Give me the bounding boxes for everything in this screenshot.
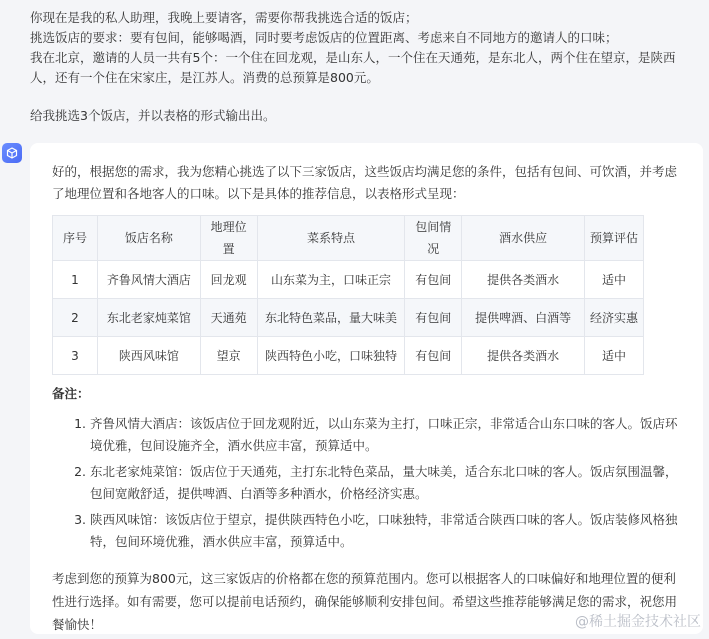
table-cell: 天通苑: [200, 299, 257, 337]
table-cell: 回龙观: [200, 261, 257, 299]
table-header: 饭店名称: [97, 216, 200, 261]
user-line: 挑选饭店的要求：要有包间，能够喝酒，同时要考虑饭店的位置距离、考虑来自不同地方的邀请人的口味；: [30, 30, 618, 45]
cube-icon: [6, 144, 18, 163]
list-item: 3. 陕西风味馆：该饭店位于望京，提供陕西特色小吃，口味独特，非常适合陕西口味的客人。饭店装修风格独特，包间环境优雅，酒水供应丰富，预算适中。: [90, 509, 681, 553]
table-cell: 提供啤酒、白酒等: [462, 299, 585, 337]
table-cell: 提供各类酒水: [462, 337, 585, 375]
table-cell: 2: [53, 299, 98, 337]
user-line: 你现在是我的私人助理，我晚上要请客，需要你帮我挑选合适的饭店；: [30, 10, 418, 25]
table-cell: 齐鲁风情大酒店: [97, 261, 200, 299]
table-cell: 适中: [585, 261, 644, 299]
table-cell: 陕西特色小吃，口味独特: [257, 337, 405, 375]
notes-list: [52, 413, 681, 553]
notes-title: 备注：: [52, 386, 90, 401]
table-header: 菜系特点: [257, 216, 405, 261]
assistant-response-card: [30, 143, 703, 634]
table-row: [53, 299, 644, 337]
list-item: 2. 东北老家炖菜馆：饭店位于天通苑，主打东北特色菜品，量大味美，适合东北口味的客人。饭店氛围温馨，包间宽敞舒适，提供啤酒、白酒等多种酒水，价格经济实惠。: [90, 461, 681, 505]
table-cell: 有包间: [405, 337, 462, 375]
table-row: [53, 261, 644, 299]
table-cell: 适中: [585, 337, 644, 375]
table-cell: 有包间: [405, 299, 462, 337]
table-header: 序号: [53, 216, 98, 261]
table-cell: 陕西风味馆: [97, 337, 200, 375]
bot-avatar: [2, 143, 22, 163]
table-cell: 有包间: [405, 261, 462, 299]
table-cell: 1: [53, 261, 98, 299]
table-header: 酒水供应: [462, 216, 585, 261]
table-header-row: [53, 216, 644, 261]
table-cell: 东北老家炖菜馆: [97, 299, 200, 337]
watermark-text: @稀土掘金技术社区: [575, 614, 701, 630]
table-cell: 山东菜为主，口味正宗: [257, 261, 405, 299]
table-header: 预算评估: [585, 216, 644, 261]
table-cell: 提供各类酒水: [462, 261, 585, 299]
table-cell: 经济实惠: [585, 299, 644, 337]
restaurant-table: [52, 215, 644, 375]
user-line: 我在北京，邀请的人员一共有5个：一个住在回龙观，是山东人，一个住在天通苑，是东北人，两个住在望京，是陕西人，还有一个住在宋家庄，是江苏人。消费的总预算是800元。: [30, 50, 676, 85]
table-cell: 望京: [200, 337, 257, 375]
table-header: 地理位置: [200, 216, 257, 261]
watermark: [575, 611, 701, 631]
table-cell: 3: [53, 337, 98, 375]
response-intro: 好的，根据您的需求，我为您精心挑选了以下三家饭店，这些饭店均满足您的条件，包括有包间、可饮酒，并考虑了地理位置和各地客人的口味。以下是具体的推荐信息，以表格形式呈现：: [52, 164, 678, 201]
table-header: 包间情况: [405, 216, 462, 261]
list-item: 1. 齐鲁风情大酒店：该饭店位于回龙观附近，以山东菜为主打，口味正宗，非常适合山东口味的客人。饭店环境优雅，包间设施齐全，酒水供应丰富，预算适中。: [90, 413, 681, 457]
response-closing: 考虑到您的预算为800元，这三家饭店的价格都在您的预算范围内。您可以根据客人的口味偏好和地理位置的便利性进行选择。如有需要，您可以提前电话预约，确保能够顺利安排包间。希望这些推荐能够满足您的需求，祝您用餐愉快！: [52, 571, 678, 632]
user-message: [30, 8, 700, 126]
table-row: [53, 337, 644, 375]
user-request: 给我挑选3个饭店，并以表格的形式输出出。: [30, 108, 276, 123]
table-cell: 东北特色菜品，量大味美: [257, 299, 405, 337]
